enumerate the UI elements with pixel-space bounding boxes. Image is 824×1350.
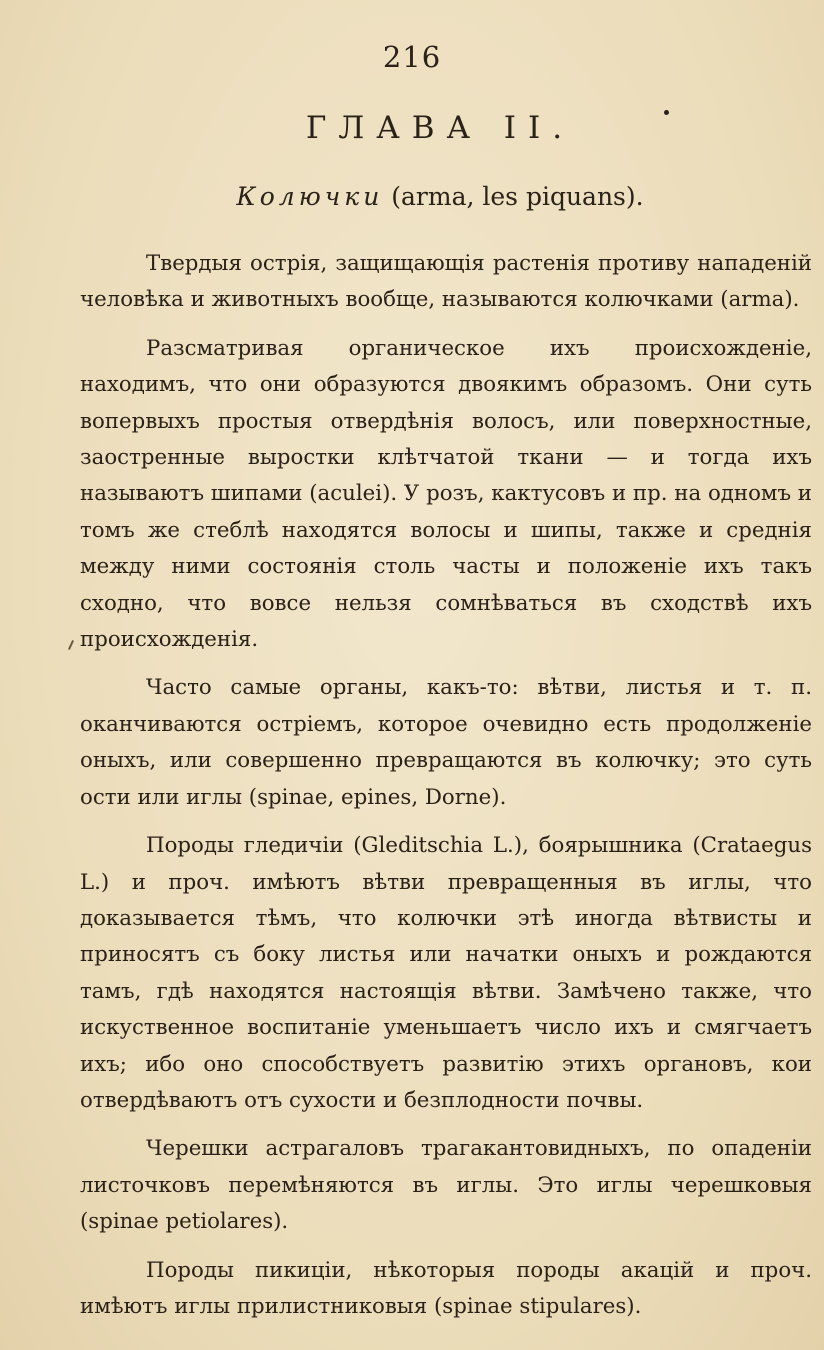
page-number: 216 xyxy=(382,40,442,74)
body-text xyxy=(80,246,812,1337)
paragraph-4: Породы гледичіи (Gleditschia L.), боярышника (Crataegus L.) и проч. имѣютъ вѣтви превращенныя въ иглы, что доказывается тѣмъ, что колючки этѣ иногда вѣтвисты и приносятъ съ боку листья или начатки оныхъ и рождаются тамъ, гдѣ находятся настоящія вѣтви. Замѣчено также, что искуственное воспитаніе уменьшаетъ число ихъ и смягчаетъ ихъ; ибо оно способствуетъ развитію этихъ органовъ, кои отвердѣваютъ отъ сухости и безплодности почвы. xyxy=(80,833,812,1113)
section-latin-name: (arma, les piquans). xyxy=(391,182,644,211)
paragraph-3: Часто самые органы, какъ-то: вѣтви, листья и т. п. оканчиваются остріемъ, которое очевидно есть продолженіе оныхъ, или совершенно превращаются въ колючку; это суть ости или иглы (spinae, epines, Dorne). xyxy=(80,675,812,810)
ink-speck xyxy=(664,110,669,115)
paragraph-5: Черешки астрагаловъ трагакантовидныхъ, по опаденіи листочковъ перемѣняются въ иглы. Это иглы черешковыя (spinae petiolares). xyxy=(80,1136,812,1235)
margin-mark xyxy=(68,640,74,650)
chapter-title: ГЛАВА II. xyxy=(305,110,575,146)
paragraph-1: Твердыя острія, защищающія растенія противу нападеній человѣка и животныхъ вообще, называются колючками (arma). xyxy=(80,251,812,313)
paragraph-2: Разсматривая органическое ихъ происхожденіе, находимъ, что они образуются двоякимъ образомъ. Они суть вопервыхъ простыя отвердѣнія волосъ, или поверхностные, заостренные выростки клѣтчатой ткани — и тогда ихъ называютъ шипами (aculei). У розъ, кактусовъ и пр. на одномъ и томъ же стеблѣ находятся волосы и шипы, также и среднія между ними состоянія столь часты и положеніе ихъ такъ сходно, что вовсе нельзя сомнѣваться въ сходствѣ ихъ происхожденія. xyxy=(80,335,812,653)
paragraph-6: Породы пикиціи, нѣкоторыя породы акацій и проч. имѣютъ иглы прилистниковыя (spinae stipulares). xyxy=(80,1257,812,1319)
section-title: Колючки xyxy=(236,182,384,211)
section-heading xyxy=(0,182,824,211)
